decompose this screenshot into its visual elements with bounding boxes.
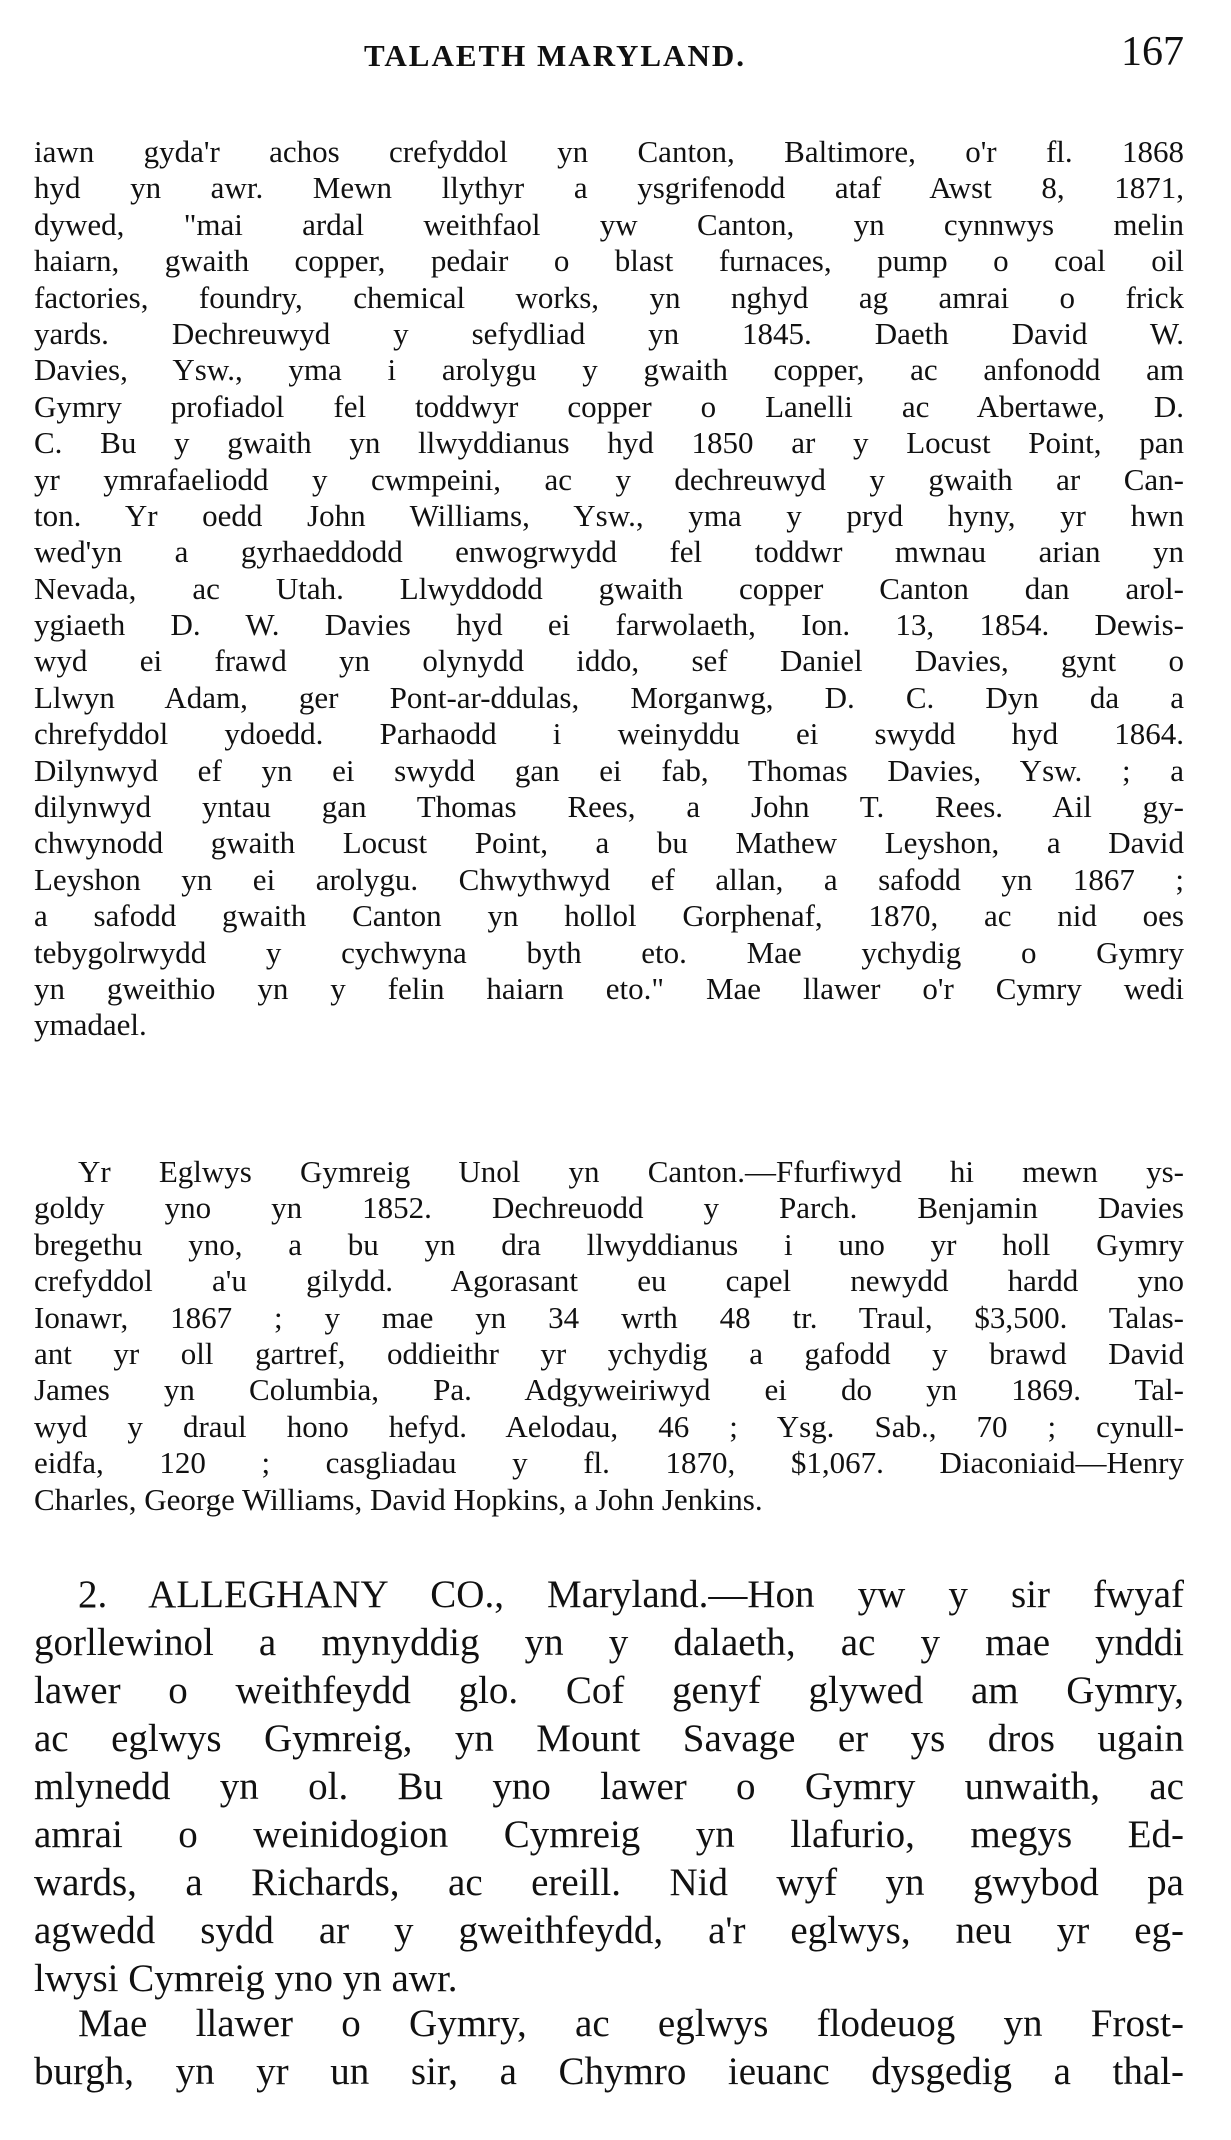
text-line: burgh, yn yr un sir, a Chymro ieuanc dysgedig a thal-	[34, 2050, 1184, 2093]
text-line: dilynwyd yntau gan Thomas Rees, a John T. Rees. Ail gy-	[34, 789, 1184, 825]
text-line: chrefyddol ydoedd. Parhaodd i weinyddu ei swydd hyd 1864.	[34, 716, 1184, 752]
text-line: Ionawr, 1867 ; y mae yn 34 wrth 48 tr. Traul, $3,500. Talas-	[34, 1299, 1184, 1335]
text-line: ton. Yr oedd John Williams, Ysw., yma y pryd hyny, yr hwn	[34, 497, 1184, 533]
text-line: haiarn, gwaith copper, pedair o blast furnaces, pump o coal oil	[34, 243, 1184, 279]
text-line: lwysi Cymreig yno yn awr.	[34, 1957, 458, 2000]
paragraph-alleghany-county	[34, 1571, 1184, 2003]
text-line: ac eglwys Gymreig, yn Mount Savage er ys dros ugain	[34, 1717, 1184, 1760]
text-line: hyd yn awr. Mewn llythyr a ysgrifenodd ataf Awst 8, 1871,	[34, 170, 1184, 206]
text-line: Llwyn Adam, ger Pont-ar-ddulas, Morganwg, D. C. Dyn da a	[34, 679, 1184, 715]
text-line: Mae llawer o Gymry, ac eglwys flodeuog yn Frost-	[78, 2002, 1184, 2045]
text-line: James yn Columbia, Pa. Adgyweiriwyd ei do yn 1869. Tal-	[34, 1372, 1184, 1408]
text-line: eidfa, 120 ; casgliadau y fl. 1870, $1,067. Diaconiaid—Henry	[34, 1445, 1184, 1481]
text-line: 2. ALLEGHANY CO., Maryland.—Hon yw y sir fwyaf	[78, 1573, 1184, 1616]
text-line: Gymry profiadol fel toddwyr copper o Lanelli ac Abertawe, D.	[34, 388, 1184, 424]
paragraph-canton-copper-works	[34, 134, 1184, 1044]
paragraph-united-welsh-church-canton	[34, 1154, 1184, 1518]
text-line: yn gweithio yn y felin haiarn eto." Mae llawer o'r Cymry wedi	[34, 970, 1184, 1006]
text-line: mlynedd yn ol. Bu yno lawer o Gymry unwaith, ac	[34, 1765, 1184, 1808]
text-line: wards, a Richards, ac ereill. Nid wyf yn gwybod pa	[34, 1861, 1184, 1904]
text-line: dywed, "mai ardal weithfaol yw Canton, yn cynnwys melin	[34, 206, 1184, 242]
text-line: Nevada, ac Utah. Llwyddodd gwaith copper Canton dan arol-	[34, 570, 1184, 606]
text-line: C. Bu y gwaith yn llwyddianus hyd 1850 ar y Locust Point, pan	[34, 425, 1184, 461]
text-line: crefyddol a'u gilydd. Agorasant eu capel newydd hardd yno	[34, 1263, 1184, 1299]
text-line: wyd ei frawd yn olynydd iddo, sef Daniel Davies, gynt o	[34, 643, 1184, 679]
text-line: wyd y draul hono hefyd. Aelodau, 46 ; Ysg. Sab., 70 ; cynull-	[34, 1408, 1184, 1444]
text-line: Dilynwyd ef yn ei swydd gan ei fab, Thomas Davies, Ysw. ; a	[34, 752, 1184, 788]
text-line: Charles, George Williams, David Hopkins, a John Jenkins.	[34, 1481, 763, 1517]
text-line: goldy yno yn 1852. Dechreuodd y Parch. Benjamin Davies	[34, 1190, 1184, 1226]
text-line: gorllewinol a mynyddig yn y dalaeth, ac y mae ynddi	[34, 1621, 1184, 1664]
running-title: TALAETH MARYLAND.	[364, 38, 746, 73]
text-line: ymadael.	[34, 1007, 147, 1043]
page-header	[34, 28, 1184, 88]
text-line: amrai o weinidogion Cymreig yn llafurio, megys Ed-	[34, 1813, 1184, 1856]
text-line: agwedd sydd ar y gweithfeydd, a'r eglwys, neu yr eg-	[34, 1909, 1184, 1952]
text-line: yr ymrafaeliodd y cwmpeini, ac y dechreuwyd y gwaith ar Can-	[34, 461, 1184, 497]
text-line: ant yr oll gartref, oddieithr yr ychydig a gafodd y brawd David	[34, 1335, 1184, 1371]
text-line: factories, foundry, chemical works, yn nghyd ag amrai o frick	[34, 279, 1184, 315]
text-line: yards. Dechreuwyd y sefydliad yn 1845. Daeth David W.	[34, 315, 1184, 351]
text-line: a safodd gwaith Canton yn hollol Gorphenaf, 1870, ac nid oes	[34, 898, 1184, 934]
text-line: tebygolrwydd y cychwyna byth eto. Mae ychydig o Gymry	[34, 934, 1184, 970]
page-number: 167	[1121, 29, 1184, 75]
text-line: Yr Eglwys Gymreig Unol yn Canton.—Ffurfiwyd hi mewn ys-	[78, 1154, 1184, 1189]
text-line: bregethu yno, a bu yn dra llwyddianus i uno yr holl Gymry	[34, 1226, 1184, 1262]
text-line: wed'yn a gyrhaeddodd enwogrwydd fel toddwr mwnau arian yn	[34, 534, 1184, 570]
text-line: Davies, Ysw., yma i arolygu y gwaith copper, ac anfonodd am	[34, 352, 1184, 388]
text-line: ygiaeth D. W. Davies hyd ei farwolaeth, Ion. 13, 1854. Dewis-	[34, 607, 1184, 643]
paragraph-frostburgh	[34, 2000, 1184, 2096]
text-line: chwynodd gwaith Locust Point, a bu Mathew Leyshon, a David	[34, 825, 1184, 861]
text-line: lawer o weithfeydd glo. Cof genyf glywed am Gymry,	[34, 1669, 1184, 1712]
text-line: Leyshon yn ei arolygu. Chwythwyd ef allan, a safodd yn 1867 ;	[34, 861, 1184, 897]
text-line: iawn gyda'r achos crefyddol yn Canton, Baltimore, o'r fl. 1868	[34, 134, 1184, 169]
